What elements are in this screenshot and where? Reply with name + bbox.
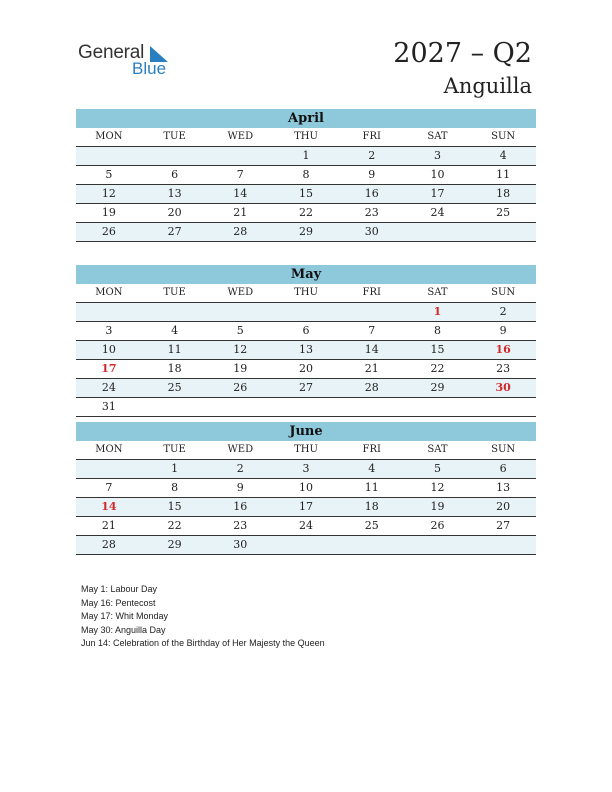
week-row (76, 341, 536, 360)
day-cell: 10 (101, 343, 116, 356)
empty-day-cell (273, 303, 339, 321)
day-cell: 19 (101, 206, 116, 219)
day-cell: 1 (171, 462, 179, 475)
day-cell: 27 (496, 519, 511, 532)
holiday-item: Jun 14: Celebration of the Birthday of Her Majesty the Queen (81, 638, 325, 649)
day-cell: 21 (233, 206, 248, 219)
day-cell: 3 (302, 462, 310, 475)
week-row (76, 303, 536, 322)
day-cell: 9 (368, 168, 376, 181)
weekday-label: WED (227, 131, 254, 142)
empty-day-cell (470, 398, 536, 416)
day-cell: 28 (233, 225, 248, 238)
empty-day-cell (207, 147, 273, 165)
day-cell: 3 (433, 149, 441, 162)
day-cell: 15 (299, 187, 314, 200)
day-cell: 24 (299, 519, 314, 532)
weekday-label: TUE (163, 444, 186, 455)
day-cell: 11 (364, 481, 379, 494)
day-cell: 4 (171, 324, 179, 337)
weekday-label: TUE (163, 131, 186, 142)
day-cell: 23 (233, 519, 248, 532)
day-cell: 30 (364, 225, 379, 238)
day-cell: 4 (499, 149, 507, 162)
weekday-label: FRI (362, 444, 381, 455)
day-cell: 12 (101, 187, 116, 200)
day-cell: 14 (364, 343, 379, 356)
day-cell: 16 (364, 187, 379, 200)
week-row (76, 147, 536, 166)
week-row (76, 498, 536, 517)
day-cell: 8 (433, 324, 441, 337)
day-cell: 12 (430, 481, 445, 494)
week-row (76, 460, 536, 479)
month-name: June (76, 422, 536, 441)
day-cell: 15 (167, 500, 182, 513)
weekday-label: SAT (427, 444, 448, 455)
weekday-label: WED (227, 287, 254, 298)
day-cell: 18 (496, 187, 511, 200)
day-cell: 24 (430, 206, 445, 219)
day-cell: 22 (299, 206, 314, 219)
day-cell: 1 (302, 149, 310, 162)
day-cell: 19 (430, 500, 445, 513)
day-cell: 25 (364, 519, 379, 532)
day-cell: 13 (167, 187, 182, 200)
day-cell: 26 (430, 519, 445, 532)
empty-day-cell (470, 223, 536, 241)
day-cell: 9 (236, 481, 244, 494)
country-name: Anguilla (443, 74, 532, 98)
day-cell: 25 (496, 206, 511, 219)
week-row (76, 322, 536, 341)
empty-day-cell (405, 223, 471, 241)
empty-day-cell (142, 147, 208, 165)
day-cell: 17 (101, 362, 117, 375)
day-cell: 14 (233, 187, 248, 200)
holiday-item: May 16: Pentecost (81, 597, 156, 608)
weekday-label: FRI (362, 287, 381, 298)
day-cell: 6 (302, 324, 310, 337)
day-cell: 29 (430, 381, 445, 394)
week-row (76, 379, 536, 398)
empty-day-cell (273, 536, 339, 554)
day-cell: 25 (167, 381, 182, 394)
weekday-label: WED (227, 444, 254, 455)
day-cell: 19 (233, 362, 248, 375)
empty-day-cell (405, 536, 471, 554)
weekday-label: SAT (427, 131, 448, 142)
day-cell: 13 (299, 343, 314, 356)
day-cell: 21 (101, 519, 116, 532)
day-cell: 17 (299, 500, 314, 513)
weekday-label: MON (95, 131, 123, 142)
week-row (76, 536, 536, 555)
weekday-label: THU (294, 131, 318, 142)
day-cell: 12 (233, 343, 248, 356)
logo-blue-text: Blue (132, 59, 167, 78)
weekday-label: FRI (362, 131, 381, 142)
empty-day-cell (273, 398, 339, 416)
day-cell: 10 (299, 481, 314, 494)
week-row (76, 166, 536, 185)
day-cell: 26 (233, 381, 248, 394)
weekday-label: SUN (491, 287, 516, 298)
weekday-label: SUN (491, 131, 516, 142)
day-cell: 26 (101, 225, 116, 238)
day-cell: 28 (101, 538, 116, 551)
day-cell: 4 (368, 462, 376, 475)
holiday-item: May 17: Whit Monday (81, 611, 169, 622)
day-cell: 7 (105, 481, 113, 494)
day-cell: 28 (364, 381, 379, 394)
day-cell: 2 (368, 149, 376, 162)
empty-day-cell (76, 303, 142, 321)
holiday-list (81, 583, 325, 651)
day-cell: 11 (496, 168, 511, 181)
weekday-label: MON (95, 287, 123, 298)
week-row (76, 517, 536, 536)
day-cell: 16 (233, 500, 248, 513)
day-cell: 27 (167, 225, 182, 238)
day-cell: 22 (430, 362, 445, 375)
day-cell: 15 (430, 343, 445, 356)
day-cell: 9 (499, 324, 507, 337)
day-cell: 5 (433, 462, 441, 475)
holiday-item: May 1: Labour Day (81, 584, 158, 594)
empty-day-cell (470, 536, 536, 554)
day-cell: 18 (167, 362, 182, 375)
weekday-label: MON (95, 444, 123, 455)
empty-day-cell (76, 460, 142, 478)
day-cell: 11 (167, 343, 182, 356)
day-cell: 6 (499, 462, 507, 475)
day-cell: 8 (302, 168, 310, 181)
day-cell: 2 (236, 462, 244, 475)
day-cell: 30 (495, 381, 511, 394)
day-cell: 31 (101, 400, 116, 413)
empty-day-cell (405, 398, 471, 416)
day-cell: 21 (364, 362, 379, 375)
day-cell: 24 (101, 381, 116, 394)
month-name: May (76, 265, 536, 284)
empty-day-cell (339, 303, 405, 321)
day-cell: 6 (171, 168, 179, 181)
month-may (76, 265, 536, 417)
day-cell: 29 (299, 225, 314, 238)
day-cell: 20 (167, 206, 182, 219)
month-april (76, 109, 536, 242)
weekday-header-row (76, 128, 536, 147)
day-cell: 20 (299, 362, 314, 375)
empty-day-cell (142, 303, 208, 321)
week-row (76, 204, 536, 223)
weekday-label: SUN (491, 444, 516, 455)
day-cell: 5 (105, 168, 113, 181)
weekday-header-row (76, 441, 536, 460)
weekday-label: THU (294, 287, 318, 298)
empty-day-cell (339, 398, 405, 416)
day-cell: 3 (105, 324, 113, 337)
empty-day-cell (142, 398, 208, 416)
week-row (76, 479, 536, 498)
day-cell: 20 (496, 500, 511, 513)
day-cell: 23 (496, 362, 511, 375)
weekday-header-row (76, 284, 536, 303)
empty-day-cell (339, 536, 405, 554)
empty-day-cell (207, 398, 273, 416)
day-cell: 10 (430, 168, 445, 181)
week-row (76, 398, 536, 417)
day-cell: 18 (364, 500, 379, 513)
day-cell: 27 (299, 381, 314, 394)
day-cell: 8 (171, 481, 179, 494)
page-title: 2027 – Q2 (393, 38, 532, 69)
day-cell: 7 (236, 168, 244, 181)
day-cell: 22 (167, 519, 182, 532)
day-cell: 1 (433, 305, 442, 318)
day-cell: 2 (499, 305, 507, 318)
weekday-label: TUE (163, 287, 186, 298)
day-cell: 5 (236, 324, 244, 337)
empty-day-cell (76, 147, 142, 165)
month-june (76, 422, 536, 555)
month-name: April (76, 109, 536, 128)
day-cell: 23 (364, 206, 379, 219)
week-row (76, 223, 536, 242)
logo-general-text: General (78, 42, 145, 63)
day-cell: 17 (430, 187, 445, 200)
empty-day-cell (207, 303, 273, 321)
holiday-item: May 30: Anguilla Day (81, 624, 166, 635)
week-row (76, 360, 536, 379)
day-cell: 29 (167, 538, 182, 551)
weekday-label: SAT (427, 287, 448, 298)
week-row (76, 185, 536, 204)
day-cell: 30 (233, 538, 248, 551)
day-cell: 7 (368, 324, 376, 337)
day-cell: 16 (495, 343, 511, 356)
weekday-label: THU (294, 444, 318, 455)
day-cell: 14 (101, 500, 117, 513)
day-cell: 13 (496, 481, 511, 494)
generalblue-logo (78, 42, 178, 78)
